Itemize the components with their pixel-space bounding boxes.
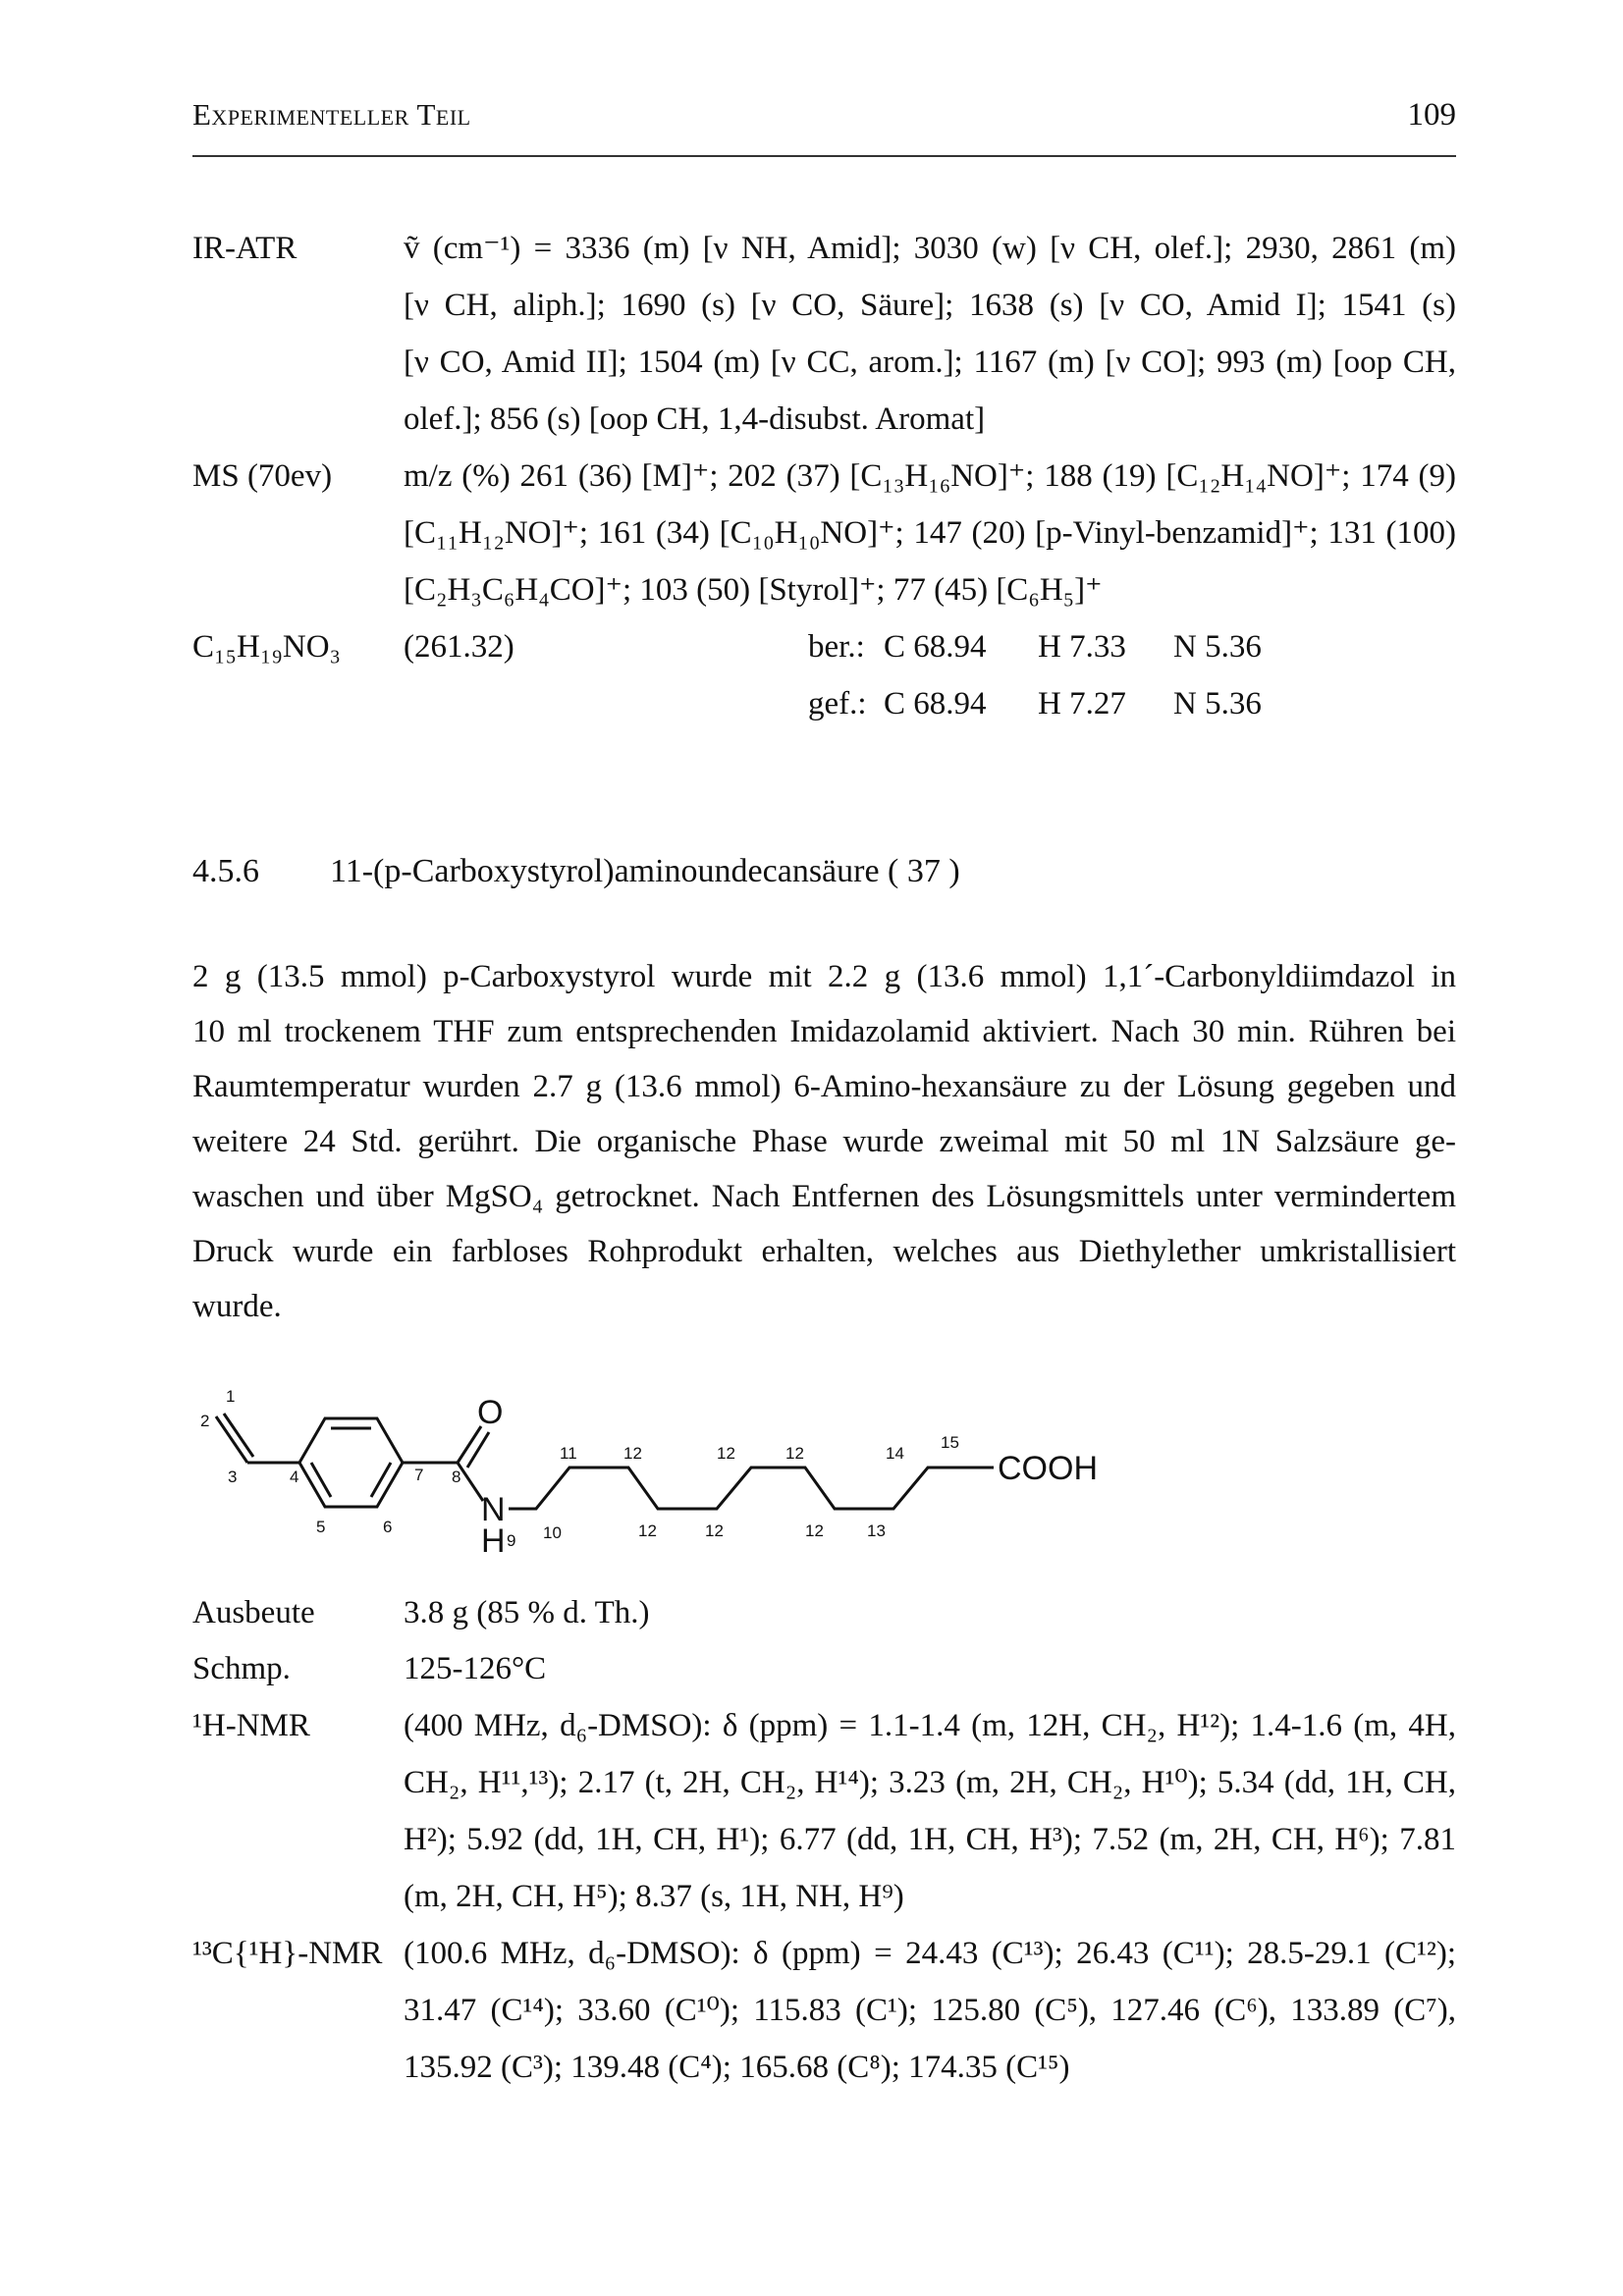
ms-line: m/z (%) 261 (36) [M]⁺; 202 (37) [C₁₃H₁₆NO]⁺; 188 (19) [C₁₂H₁₄NO]⁺; 174 (9) [404, 458, 1456, 494]
locant: 4 [290, 1468, 299, 1486]
calc-c: C 68.94 [884, 629, 987, 665]
found-c: C 68.94 [884, 686, 987, 721]
locant: 15 [941, 1433, 959, 1452]
molecular-formula: C₁₅H₁₉NO₃ [192, 629, 342, 665]
c-nmr-label: ¹³C{¹H}-NMR [192, 1936, 383, 1971]
yield-label: Ausbeute [192, 1595, 315, 1630]
procedure-line: waschen und über MgSO₄ getrocknet. Nach Entfernen des Lösungsmittels unter vermindertem [192, 1179, 1456, 1214]
found-h: H 7.27 [1038, 686, 1126, 721]
ring-inner-bond [371, 1463, 391, 1497]
locant: 13 [867, 1522, 886, 1540]
procedure-line: weitere 24 Std. gerührt. Die organische Phase wurde zweimal mit 50 ml 1N Salzsäure ge- [192, 1124, 1456, 1159]
ms-label: MS (70ev) [192, 458, 333, 494]
locant: 9 [507, 1531, 516, 1550]
c-nmr-line: (100.6 MHz, d₆-DMSO): δ (ppm) = 24.43 (C¹³); 26.43 (C¹¹); 28.5-29.1 (C¹²); [404, 1936, 1456, 1971]
page-number: 109 [1407, 97, 1456, 133]
found-n: N 5.36 [1173, 686, 1262, 721]
c-nmr-line: 31.47 (C¹⁴); 33.60 (C¹⁰); 115.83 (C¹); 125.80 (C⁵), 127.46 (C⁶), 133.89 (C⁷), [404, 1993, 1456, 2028]
ir-label: IR-ATR [192, 231, 298, 266]
locant: 12 [785, 1444, 804, 1463]
amide-hydrogen: H [481, 1522, 506, 1560]
ir-line: [ν CH, aliph.]; 1690 (s) [ν CO, Säure]; 1638 (s) [ν CO, Amid I]; 1541 (s) [404, 288, 1456, 323]
procedure-line: 2 g (13.5 mmol) p-Carboxystyrol wurde mit 2.2 g (13.6 mmol) 1,1´-Carbonyldiimdazol in [192, 959, 1456, 994]
running-header-title: Experimenteller Teil [192, 97, 471, 132]
chemical-structure [187, 1369, 1098, 1560]
locant: 8 [452, 1468, 461, 1486]
mp-label: Schmp. [192, 1651, 291, 1686]
oxygen-atom: O [477, 1394, 504, 1431]
h-nmr-line: CH₂, H¹¹,¹³); 2.17 (t, 2H, CH₂, H¹⁴); 3.23 (m, 2H, CH₂, H¹⁰); 5.34 (dd, 1H, CH, [404, 1765, 1456, 1800]
locant: 14 [886, 1444, 904, 1463]
locant: 2 [200, 1412, 210, 1430]
locant: 5 [316, 1518, 326, 1536]
header-rule [192, 155, 1456, 157]
nitrogen-atom: N [481, 1491, 506, 1528]
yield-value: 3.8 g (85 % d. Th.) [404, 1595, 650, 1630]
h-nmr-line: (400 MHz, d₆-DMSO): δ (ppm) = 1.1-1.4 (m, 12H, CH₂, H¹²); 1.4-1.6 (m, 4H, [404, 1708, 1456, 1743]
mp-value: 125-126°C [404, 1651, 547, 1686]
alkyl-chain [509, 1468, 994, 1509]
locant: 12 [623, 1444, 642, 1463]
h-nmr-label: ¹H-NMR [192, 1708, 310, 1743]
ms-line: [C₁₁H₁₂NO]⁺; 161 (34) [C₁₀H₁₀NO]⁺; 147 (20) [p-Vinyl-benzamid]⁺; 131 (100) [404, 515, 1456, 551]
molecular-mass: (261.32) [404, 629, 514, 665]
h-nmr-line: (m, 2H, CH, H⁵); 8.37 (s, 1H, NH, H⁹) [404, 1879, 904, 1914]
section-title: 11-(p-Carboxystyrol)aminoundecansäure ( 37 ) [330, 853, 960, 889]
bond-c-n [458, 1463, 483, 1501]
procedure-line: Druck wurde ein farbloses Rohprodukt erhalten, welches aus Diethylether umkristallisiert [192, 1234, 1456, 1269]
bond-c-o [458, 1426, 481, 1463]
procedure-line: 10 ml trockenem THF zum entsprechenden Imidazolamid aktiviert. Nach 30 min. Rühren bei [192, 1014, 1456, 1049]
calc-label: ber.: [808, 629, 865, 665]
benzene-ring [299, 1418, 403, 1507]
carboxyl-group: COOH [998, 1450, 1098, 1487]
locant: 1 [226, 1387, 236, 1406]
ir-line: olef.]; 856 (s) [oop CH, 1,4-disubst. Aromat] [404, 401, 986, 437]
ir-line: [ν CO, Amid II]; 1504 (m) [ν CC, arom.]; 1167 (m) [ν CO]; 993 (m) [oop CH, [404, 345, 1456, 380]
ms-line: [C₂H₃C₆H₄CO]⁺; 103 (50) [Styrol]⁺; 77 (45) [C₆H₅]⁺ [404, 572, 1103, 608]
locant: 10 [543, 1523, 562, 1542]
locant: 6 [383, 1518, 393, 1536]
found-label: gef.: [808, 686, 867, 721]
ir-line: ṽ (cm⁻¹) = 3336 (m) [ν NH, Amid]; 3030 (w) [ν CH, olef.]; 2930, 2861 (m) [404, 231, 1456, 266]
locant: 3 [228, 1468, 238, 1486]
ring-inner-bond [311, 1463, 331, 1497]
locant: 12 [717, 1444, 735, 1463]
c-nmr-line: 135.92 (C³); 139.48 (C⁴); 165.68 (C⁸); 174.35 (C¹⁵) [404, 2050, 1070, 2085]
locant: 12 [705, 1522, 724, 1540]
locant: 7 [414, 1466, 424, 1484]
procedure-line: wurde. [192, 1289, 282, 1324]
calc-h: H 7.33 [1038, 629, 1126, 665]
locant: 12 [805, 1522, 824, 1540]
h-nmr-line: H²); 5.92 (dd, 1H, CH, H¹); 6.77 (dd, 1H, CH, H³); 7.52 (m, 2H, CH, H⁶); 7.81 [404, 1822, 1456, 1857]
locant: 12 [638, 1522, 657, 1540]
section-number: 4.5.6 [192, 853, 259, 889]
calc-n: N 5.36 [1173, 629, 1262, 665]
locant: 11 [560, 1444, 577, 1463]
procedure-line: Raumtemperatur wurden 2.7 g (13.6 mmol) 6-Amino-hexansäure zu der Lösung gegeben und [192, 1069, 1456, 1104]
bond-c-o-double [467, 1432, 489, 1468]
